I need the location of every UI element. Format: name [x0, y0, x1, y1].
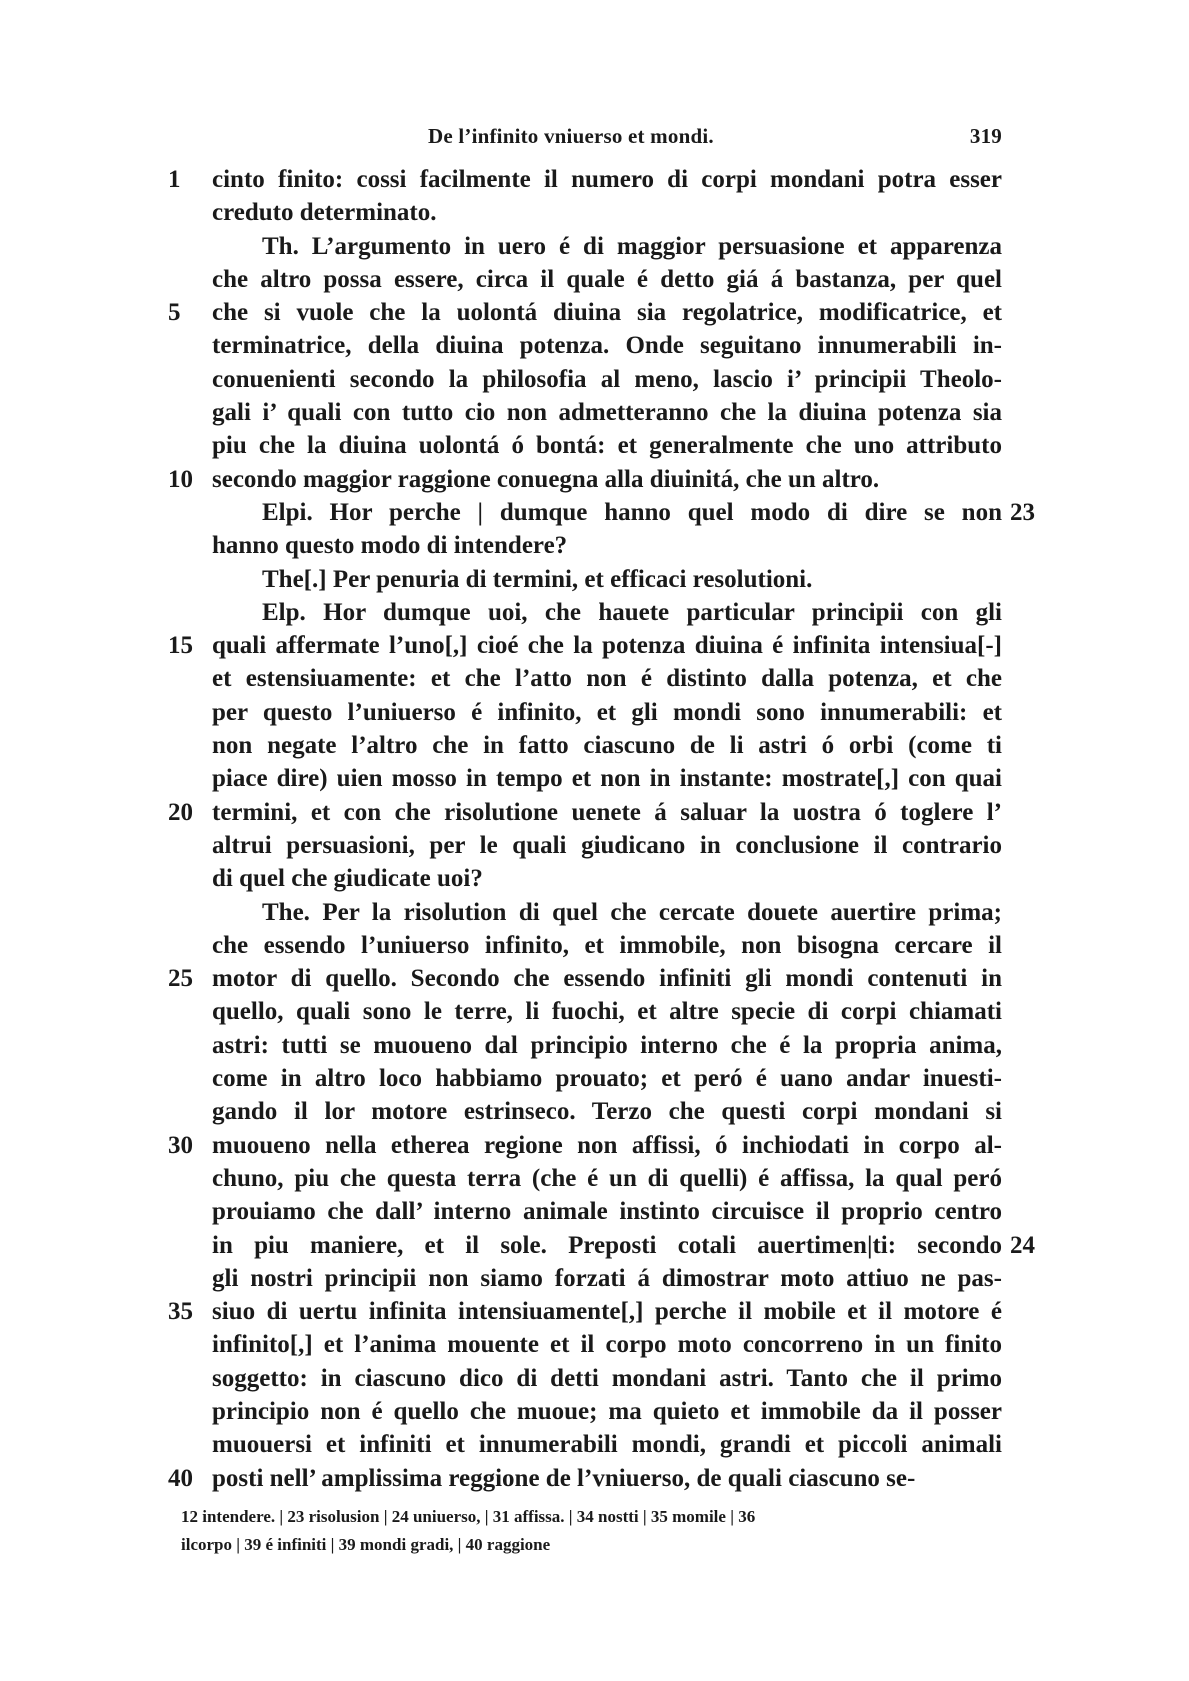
- text-line: [0, 929, 1189, 962]
- text-line: [0, 762, 1189, 795]
- text-line: [0, 1195, 1189, 1228]
- line-number: 25: [168, 965, 193, 993]
- page-header: [212, 124, 1002, 154]
- line-number: 35: [168, 1298, 193, 1326]
- line-text: hanno questo modo di intendere?: [212, 532, 568, 560]
- line-text: piace dire) uien mosso in tempo et non in instante: mostrate[,] con quai: [212, 765, 1002, 793]
- line-text: prouiamo che dall’ interno animale instinto circuisce il proprio centro: [212, 1198, 1002, 1226]
- text-line: [0, 962, 1189, 995]
- line-text: principio non é quello che muoue; ma quieto et immobile da il posser: [212, 1397, 1002, 1425]
- line-text: cinto finito: cossi facilmente il numero di corpi mondani potra esser: [212, 166, 1002, 193]
- critical-apparatus: [181, 1503, 1002, 1559]
- text-line: [0, 230, 1189, 263]
- text-line: [0, 1229, 1189, 1262]
- text-line: [0, 1095, 1189, 1128]
- text-line: [0, 696, 1189, 729]
- body-text: [0, 163, 1189, 1495]
- line-text: conuenienti secondo la philosofia al meno, lascio i’ principii Theolo-: [212, 365, 1002, 393]
- line-number: 10: [168, 465, 193, 493]
- text-line: [0, 429, 1189, 462]
- line-number: 30: [168, 1131, 193, 1159]
- margin-page-ref: 24: [1010, 1231, 1035, 1259]
- line-text: soggetto: in ciascuno dico di detti mondani astri. Tanto che il primo: [212, 1364, 1002, 1392]
- line-text: di quel che giudicate uoi?: [212, 865, 483, 893]
- line-number: 20: [168, 798, 193, 826]
- line-number: 40: [168, 1464, 193, 1492]
- text-line: [0, 1129, 1189, 1162]
- line-text: gali i’ quali con tutto cio non admetteranno che la diuina potenza sia: [212, 399, 1002, 427]
- line-text: Th. L’argumento in uero é di maggior persuasione et apparenza: [262, 232, 1002, 260]
- line-text: in piu maniere, et il sole. Preposti cotali auertimen|ti: secondo: [212, 1231, 1002, 1259]
- text-line: [0, 463, 1189, 496]
- text-line: [0, 995, 1189, 1028]
- line-text: Elp. Hor dumque uoi, che hauete particular principii con gli: [262, 598, 1002, 626]
- line-text: muoueno nella etherea regione non affissi, ó inchiodati in corpo al-: [212, 1131, 1002, 1159]
- text-line: [0, 163, 1189, 196]
- text-line: [0, 1162, 1189, 1195]
- line-text: posti nell’ amplissima reggione de l’vniuerso, de quali ciascuno se-: [212, 1464, 916, 1492]
- text-line: [0, 896, 1189, 929]
- line-text: The[.] Per penuria di termini, et efficaci resolutioni.: [262, 565, 813, 593]
- line-text: siuo di uertu infinita intensiuamente[,] perche il mobile et il motore é: [212, 1298, 1002, 1326]
- line-text: infinito[,] et l’anima mouente et il corpo moto concorreno in un finito: [212, 1331, 1002, 1359]
- text-line: [0, 329, 1189, 362]
- line-text: quello, quali sono le terre, li fuochi, et altre specie di corpi chiamati: [212, 998, 1002, 1026]
- line-text: terminatrice, della diuina potenza. Onde seguitano innumerabili in-: [212, 332, 1002, 360]
- line-text: The. Per la risolution di quel che cercate douete auertire prima;: [262, 898, 1002, 926]
- text-line: [0, 1062, 1189, 1095]
- line-text: per questo l’uniuerso é infinito, et gli mondi sono innumerabili: et: [212, 698, 1002, 726]
- text-line: [0, 1029, 1189, 1062]
- line-text: gli nostri principii non siamo forzati á dimostrar moto attiuo ne pas-: [212, 1264, 1002, 1292]
- line-text: chuno, piu che questa terra (che é un di quelli) é affissa, la qual peró: [212, 1164, 1002, 1192]
- text-line: [0, 196, 1189, 229]
- text-line: [0, 1462, 1189, 1495]
- text-line: [0, 596, 1189, 629]
- line-text: che essendo l’uniuerso infinito, et immobile, non bisogna cercare il: [212, 931, 1002, 959]
- text-line: [0, 563, 1189, 596]
- line-text: piu che la diuina uolontá ó bontá: et generalmente che uno attributo: [212, 432, 1002, 460]
- text-line: [0, 1328, 1189, 1361]
- margin-page-ref: 23: [1010, 498, 1035, 526]
- line-number: 15: [168, 632, 193, 660]
- line-text: creduto determinato.: [212, 199, 437, 227]
- text-line: [0, 1362, 1189, 1395]
- line-text: motor di quello. Secondo che essendo infiniti gli mondi contenuti in: [212, 965, 1002, 993]
- text-line: [0, 263, 1189, 296]
- line-text: che si vuole che la uolontá diuina sia regolatrice, modificatrice, et: [212, 299, 1002, 327]
- line-text: et estensiuamente: et che l’atto non é distinto dalla potenza, et che: [212, 665, 1002, 693]
- line-text: che altro possa essere, circa il quale é detto giá á bastanza, per quel: [212, 265, 1002, 293]
- text-line: [0, 529, 1189, 562]
- text-line: [0, 496, 1189, 529]
- text-line: [0, 1428, 1189, 1461]
- text-line: [0, 1262, 1189, 1295]
- line-text: secondo maggior raggione conuegna alla diuinitá, che un altro.: [212, 465, 880, 493]
- page-number: 319: [969, 124, 1002, 148]
- apparatus-line: ilcorpo | 39 é infiniti | 39 mondi gradi, | 40 raggione: [181, 1535, 551, 1554]
- line-text: non negate l’altro che in fatto ciascuno de li astri ó orbi (come ti: [212, 732, 1002, 760]
- line-text: altrui persuasioni, per le quali giudicano in conclusione il contrario: [212, 831, 1002, 859]
- line-text: quali affermate l’uno[,] cioé che la potenza diuina é infinita intensiua[-]: [212, 632, 1002, 660]
- text-line: [0, 662, 1189, 695]
- text-line: [0, 862, 1189, 895]
- line-text: termini, et con che risolutione uenete á saluar la uostra ó toglere l’: [212, 798, 1002, 826]
- line-text: astri: tutti se muoueno dal principio interno che é la propria anima,: [212, 1031, 1002, 1059]
- text-line: [0, 1295, 1189, 1328]
- line-text: gando il lor motore estrinseco. Terzo che questi corpi mondani si: [212, 1098, 1002, 1126]
- line-text: come in altro loco habbiamo prouato; et peró é uano andar inuesti-: [212, 1065, 1002, 1093]
- text-line: [0, 1395, 1189, 1428]
- text-line: [0, 796, 1189, 829]
- text-line: [0, 629, 1189, 662]
- line-number: 1: [168, 166, 181, 193]
- line-number: 5: [168, 299, 181, 327]
- text-line: [0, 296, 1189, 329]
- apparatus-line: 12 intendere. | 23 risolusion | 24 uniuerso, | 31 affissa. | 34 nostti | 35 momile | 36: [181, 1507, 756, 1526]
- text-line: [0, 396, 1189, 429]
- line-text: Elpi. Hor perche | dumque hanno quel modo di dire se non: [262, 498, 1002, 526]
- text-line: [0, 829, 1189, 862]
- text-line: [0, 363, 1189, 396]
- text-line: [0, 729, 1189, 762]
- line-text: muouersi et infiniti et innumerabili mondi, grandi et piccoli animali: [212, 1431, 1002, 1459]
- running-title: De l’infinito vniuerso et mondi.: [428, 124, 714, 148]
